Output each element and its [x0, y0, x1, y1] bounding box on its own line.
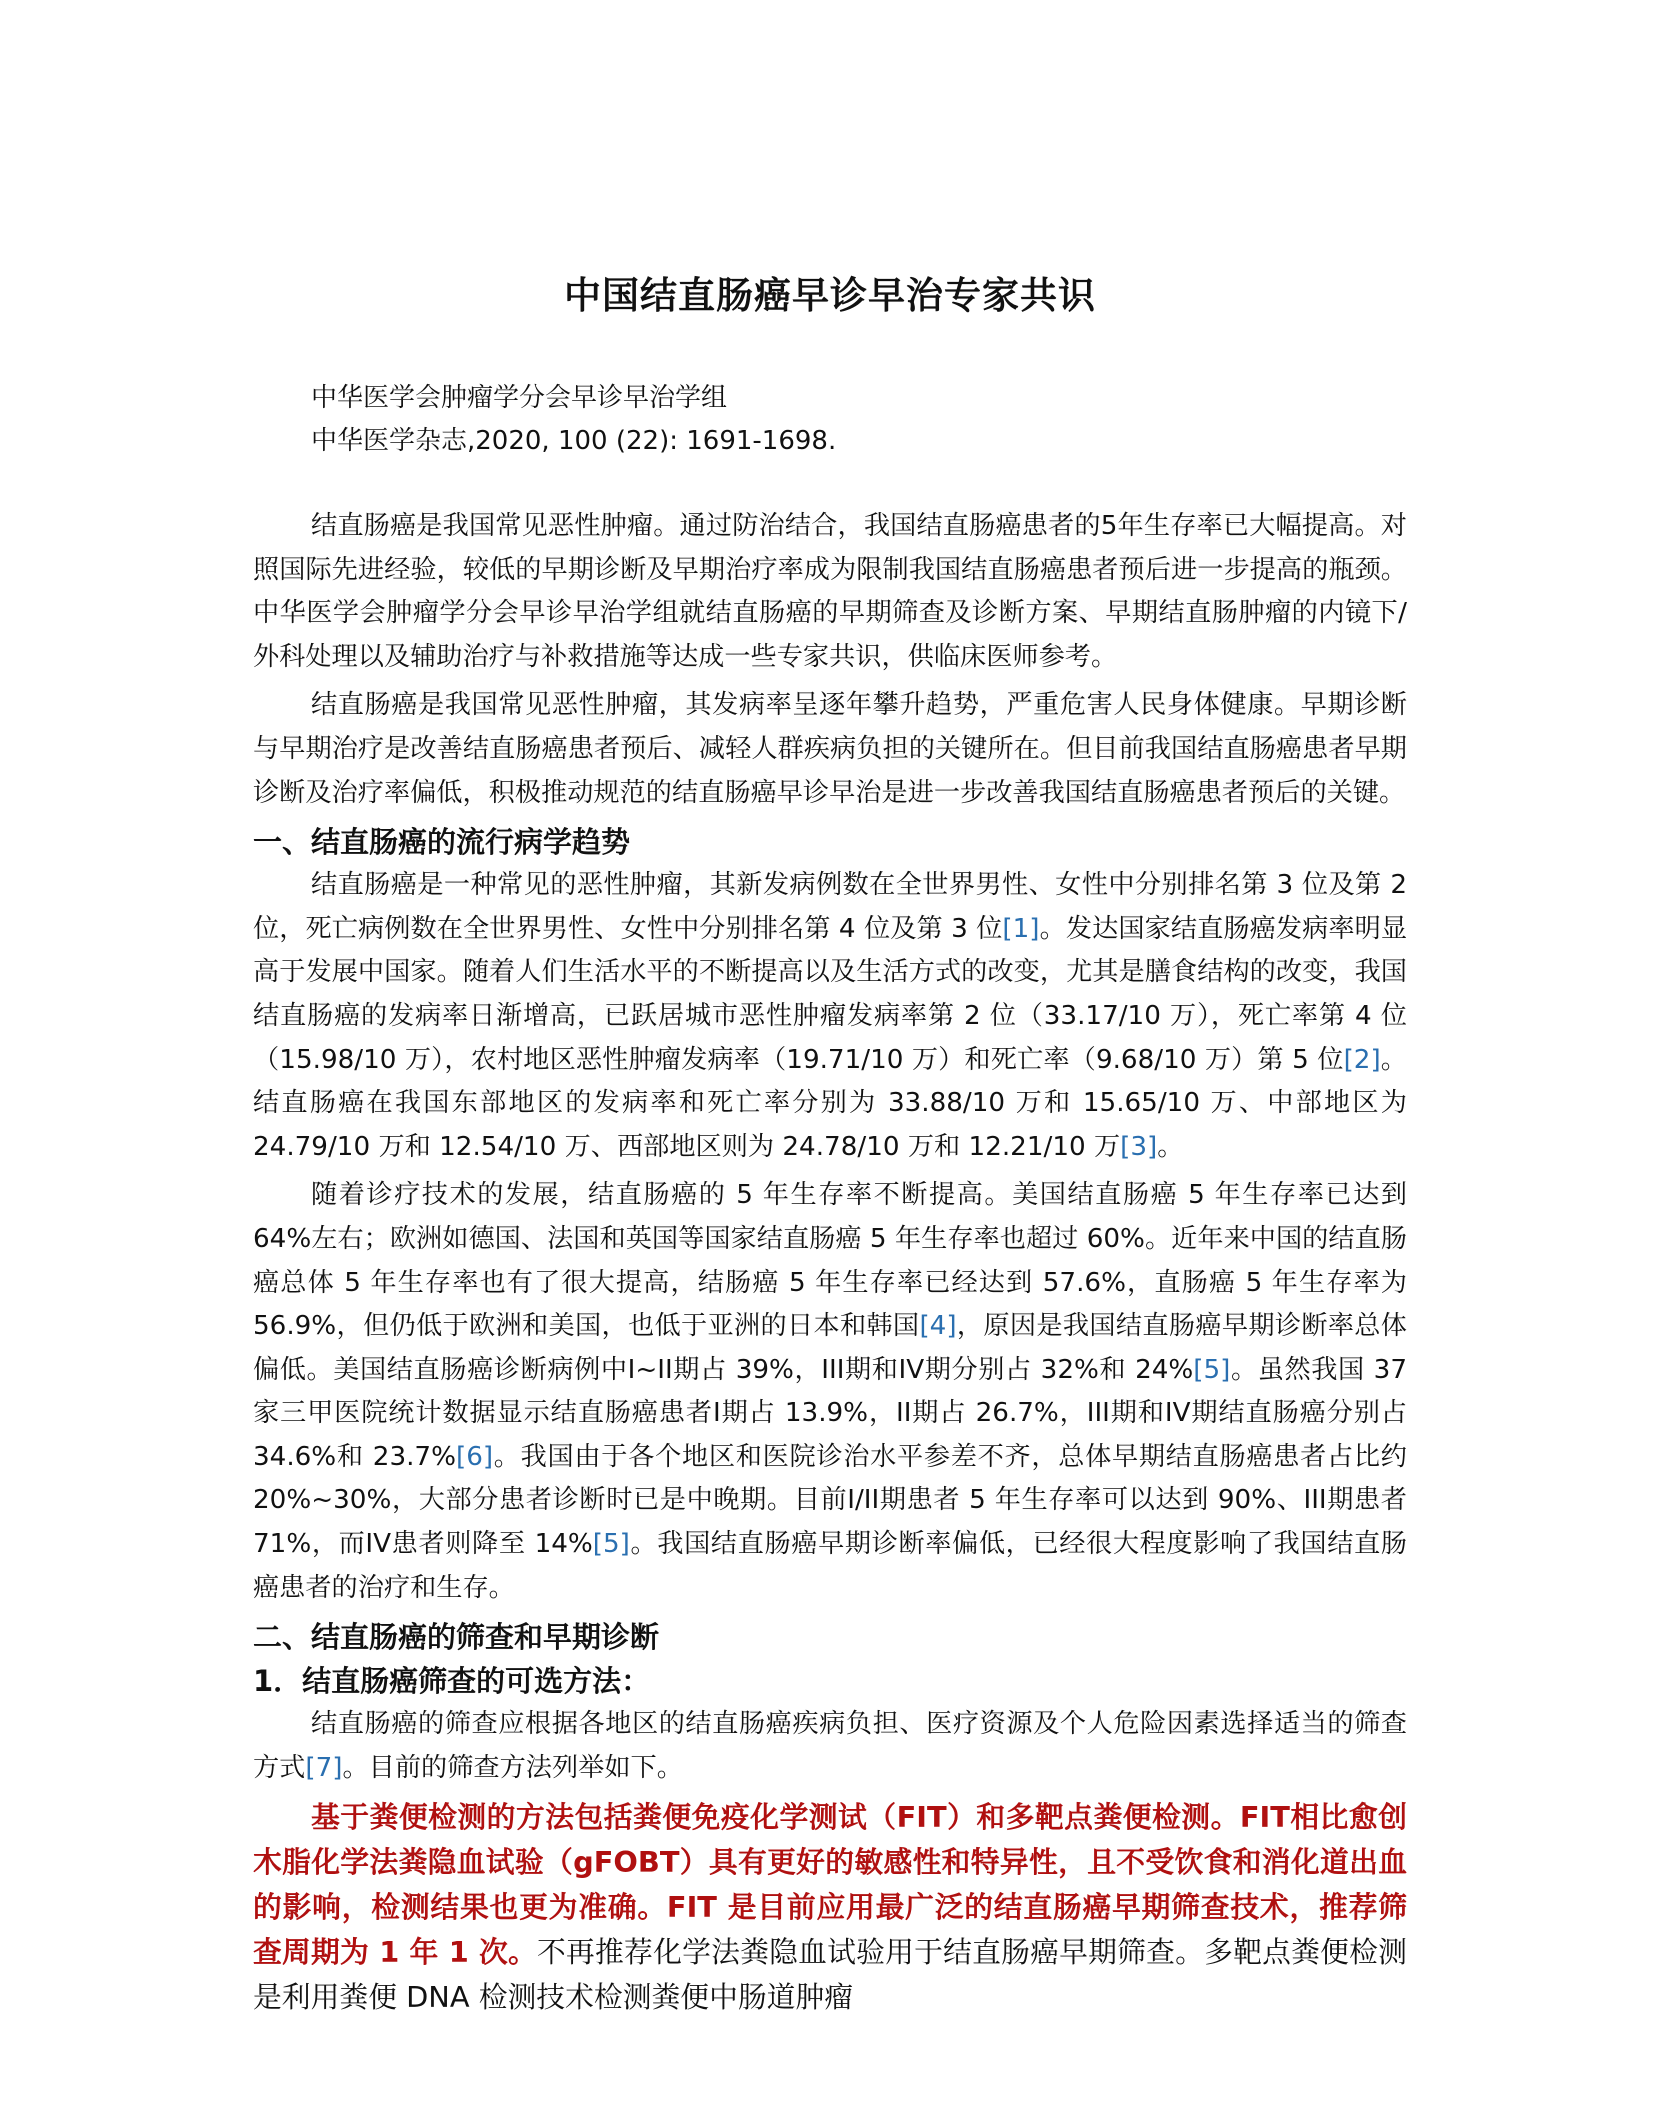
text-run: 随着诊疗技术的发展，结直肠癌的 5 年生存率不断提高。美国结直肠癌 5 年生存率已达到 64%左右；欧洲如德国、法国和英国等国家结直肠癌 5 年生存率也超过 60%。近年来中国的结直肠癌总体 5 年生存率也有了很大提高，结肠癌 5 年生存率已经达到 57.6%，直肠癌 5 年生存率为 56.9%，但仍低于欧洲和美国，也低于亚洲的日本和韩国 — [253, 1180, 1407, 1342]
text-run: 结直肠癌是一种常见的恶性肿瘤，其新发病例数在全世界男性、女性中分别排名第 3 位及第 2 位，死亡病例数在全世界男性、女性中分别排名第 4 位及第 3 位 — [253, 870, 1407, 944]
section-heading-screening: 二、结直肠癌的筛查和早期诊断 — [253, 1620, 660, 1655]
text-run: 。我国由于各个地区和医院诊治水平参差不齐，总体早期结直肠癌患者占比约 20%~30%，大部分患者诊断时已是中晚期。目前I/II期患者 5 年生存率可以达到 90%、III期患者 71%，而IV患者则降至 14% — [253, 1441, 1407, 1560]
citation-ref-7[interactable]: [7] — [305, 1752, 343, 1783]
text-run: 。虽然我国 37 家三甲医院统计数据显示结直肠癌患者I期占 13.9%，II期占 26.7%，III期和IV期结直肠癌分别占 34.6%和 23.7% — [253, 1354, 1407, 1472]
epidemiology-paragraph-2 — [253, 1174, 1407, 1610]
citation-ref-5[interactable]: [5] — [1193, 1354, 1231, 1385]
text-run: 结直肠癌的筛查应根据各地区的结直肠癌疾病负担、医疗资源及个人危险因素选择适当的筛查方式 — [253, 1709, 1407, 1783]
text-run: 不再推荐化学法粪隐血试验用于结直肠癌早期筛查。多靶点粪便检测是利用粪便 DNA 检测技术检测粪便中肠道肿瘤 — [253, 1935, 1407, 2015]
subsection-heading-methods: 1．结直肠癌筛查的可选方法： — [253, 1664, 651, 1699]
citation-ref-6[interactable]: [6] — [455, 1441, 494, 1472]
citation-ref-4[interactable]: [4] — [919, 1311, 957, 1342]
intro-paragraph-2: 结直肠癌是我国常见恶性肿瘤，其发病率呈逐年攀升趋势，严重危害人民身体健康。早期诊断与早期治疗是改善结直肠癌患者预后、减轻人群疾病负担的关键所在。但目前我国结直肠癌患者早期诊断及治疗率偏低，积极推动规范的结直肠癌早诊早治是进一步改善我国结直肠癌患者预后的关键。 — [253, 690, 1407, 808]
text-run: ，原因是我国结直肠癌早期诊断率总体偏低。美国结直肠癌诊断病例中I~II期占 39%，III期和IV期分别占 32%和 24% — [253, 1311, 1407, 1385]
citation-ref-1[interactable]: [1] — [1002, 913, 1040, 944]
text-run: 。目前的筛查方法列举如下。 — [342, 1752, 683, 1783]
intro-paragraph-1: 结直肠癌是我国常见恶性肿瘤。通过防治结合，我国结直肠癌患者的5年生存率已大幅提高。对照国际先进经验，较低的早期诊断及早期治疗率成为限制我国结直肠癌患者预后进一步提高的瓶颈。中华医学会肿瘤学分会早诊早治学组就结直肠癌的早期筛查及诊断方案、早期结直肠肿瘤的内镜下/外科处理以及辅助治疗与补救措施等达成一些专家共识，供临床医师参考。 — [253, 511, 1407, 672]
author-line: 中华医学会肿瘤学分会早诊早治学组 — [311, 383, 728, 413]
citation-line: 中华医学杂志,2020, 100 (22): 1691-1698. — [311, 426, 837, 456]
page-title: 中国结直肠癌早诊早治专家共识 — [564, 274, 1096, 317]
text-run: 。结直肠癌在我国东部地区的发病率和死亡率分别为 33.88/10 万和 15.65/10 万、中部地区为 24.79/10 万和 12.54/10 万、西部地区则为 24.78/10 万和 12.21/10 万 — [253, 1044, 1407, 1162]
text-run: 。 — [1157, 1131, 1184, 1162]
text-run: 。我国结直肠癌早期诊断率偏低，已经很大程度影响了我国结直肠癌患者的治疗和生存。 — [253, 1529, 1407, 1603]
citation-ref-2[interactable]: [2] — [1343, 1044, 1381, 1075]
highlighted-recommendation: 基于粪便检测的方法包括粪便免疫化学测试（FIT）和多靶点粪便检测。FIT相比愈创木脂化学法粪隐血试验（gFOBT）具有更好的敏感性和特异性，且不受饮食和消化道出血的影响，检测结果也更为准确。FIT 是目前应用最广泛的结直肠癌早期筛查技术，推荐筛查周期为 1 年 1 次。 — [253, 1800, 1407, 1970]
screening-paragraph-1 — [253, 1703, 1407, 1790]
text-run: 。发达国家结直肠癌发病率明显高于发展中国家。随着人们生活水平的不断提高以及生活方式的改变，尤其是膳食结构的改变，我国结直肠癌的发病率日渐增高，已跃居城市恶性肿瘤发病率第 2 位（33.17/10 万），死亡率第 4 位（15.98/10 万），农村地区恶性肿瘤发病率（19.71/10 万）和死亡率（9.68/10 万）第 5 位 — [253, 913, 1408, 1075]
citation-ref-5b[interactable]: [5] — [592, 1529, 630, 1560]
document-body — [253, 505, 1407, 2025]
citation-ref-3[interactable]: [3] — [1120, 1131, 1158, 1162]
screening-paragraph-2 — [253, 1795, 1407, 2020]
section-heading-epidemiology: 一、结直肠癌的流行病学趋势 — [253, 825, 631, 860]
epidemiology-paragraph-1 — [253, 864, 1407, 1169]
